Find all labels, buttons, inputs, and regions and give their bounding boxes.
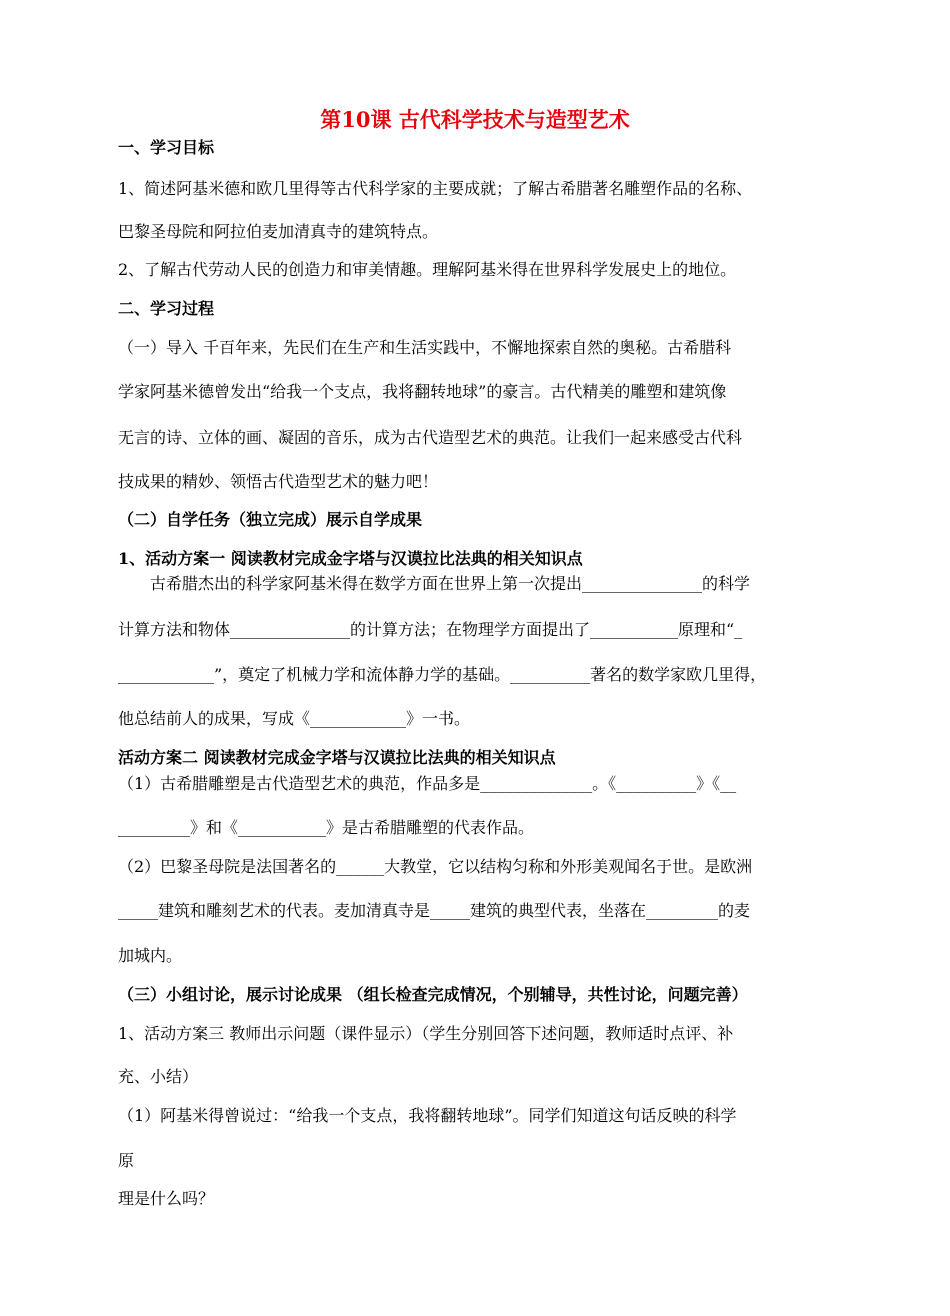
intro-line: 无言的诗、立体的画、凝固的音乐，成为古代造型艺术的典范。让我们一起来感受古代科 (118, 428, 743, 447)
fill-in-line: 加城内。 (118, 946, 183, 965)
paragraph-line: 2、了解古代劳动人民的创造力和审美情趣。理解阿基米得在世界科学发展史上的地位。 (118, 260, 737, 279)
fill-in-line: ____________”，奠定了机械力学和流体静力学的基础。__________著名的数学家欧几里得， (118, 665, 767, 684)
intro-line: 学家阿基米德曾发出“给我一个支点，我将翻转地球”的豪言。古代精美的雕塑和建筑像 (118, 382, 727, 401)
paragraph-line: 充、小结） (118, 1067, 199, 1086)
paragraph-line: 巴黎圣母院和阿拉伯麦加清真寺的建筑特点。 (118, 222, 439, 241)
intro-line: （一）导入 千百年来，先民们在生产和生活实践中，不懈地探索自然的奥秘。古希腊科 (118, 338, 732, 357)
subsection-heading-discussion: （三）小组讨论，展示讨论成果 （组长检查完成情况，个别辅导，共性讨论，问题完善） (118, 985, 748, 1004)
subsection-heading-self-study: （二）自学任务（独立完成）展示自学成果 (118, 510, 423, 529)
fill-in-line: （1）古希腊雕塑是古代造型艺术的典范，作品多是______________。《__________》《__ (118, 774, 737, 793)
fill-in-line: _________》和《___________》是古希腊雕塑的代表作品。 (118, 818, 535, 837)
fill-in-line: 他总结前人的成果，写成《____________》一书。 (118, 709, 471, 728)
activity-heading-3: 1、活动方案三 教师出示问题（课件显示）（学生分别回答下述问题，教师适时点评、补 (118, 1024, 734, 1043)
question-line: （1）阿基米得曾说过：“给我一个支点，我将翻转地球”。同学们知道这句话反映的科学 (118, 1106, 737, 1125)
fill-in-line: 计算方法和物体_______________的计算方法；在物理学方面提出了___________原理和“_ (118, 620, 743, 639)
question-line: 理是什么吗？ (118, 1189, 215, 1208)
question-line: 原 (118, 1151, 135, 1170)
activity-heading-2: 活动方案二 阅读教材完成金字塔与汉谟拉比法典的相关知识点 (118, 748, 556, 767)
section-heading-objectives: 一、学习目标 (118, 138, 215, 157)
activity-heading-1: 1、活动方案一 阅读教材完成金字塔与汉谟拉比法典的相关知识点 (118, 549, 583, 568)
section-heading-process: 二、学习过程 (118, 299, 215, 318)
lesson-title: 第10课 古代科学技术与造型艺术 (320, 107, 630, 132)
intro-line: 技成果的精妙、领悟古代造型艺术的魅力吧！ (118, 472, 439, 491)
fill-in-line: （2）巴黎圣母院是法国著名的______大教堂，它以结构匀称和外形美观闻名于世。是欧洲 (118, 857, 753, 876)
fill-in-line: 古希腊杰出的科学家阿基米得在数学方面在世界上第一次提出_______________的科学 (150, 574, 751, 593)
paragraph-line: 1、简述阿基米德和欧几里得等古代科学家的主要成就；了解古希腊著名雕塑作品的名称、 (118, 179, 753, 198)
fill-in-line: _____建筑和雕刻艺术的代表。麦加清真寺是_____建筑的典型代表，坐落在_________的麦 (118, 901, 751, 920)
